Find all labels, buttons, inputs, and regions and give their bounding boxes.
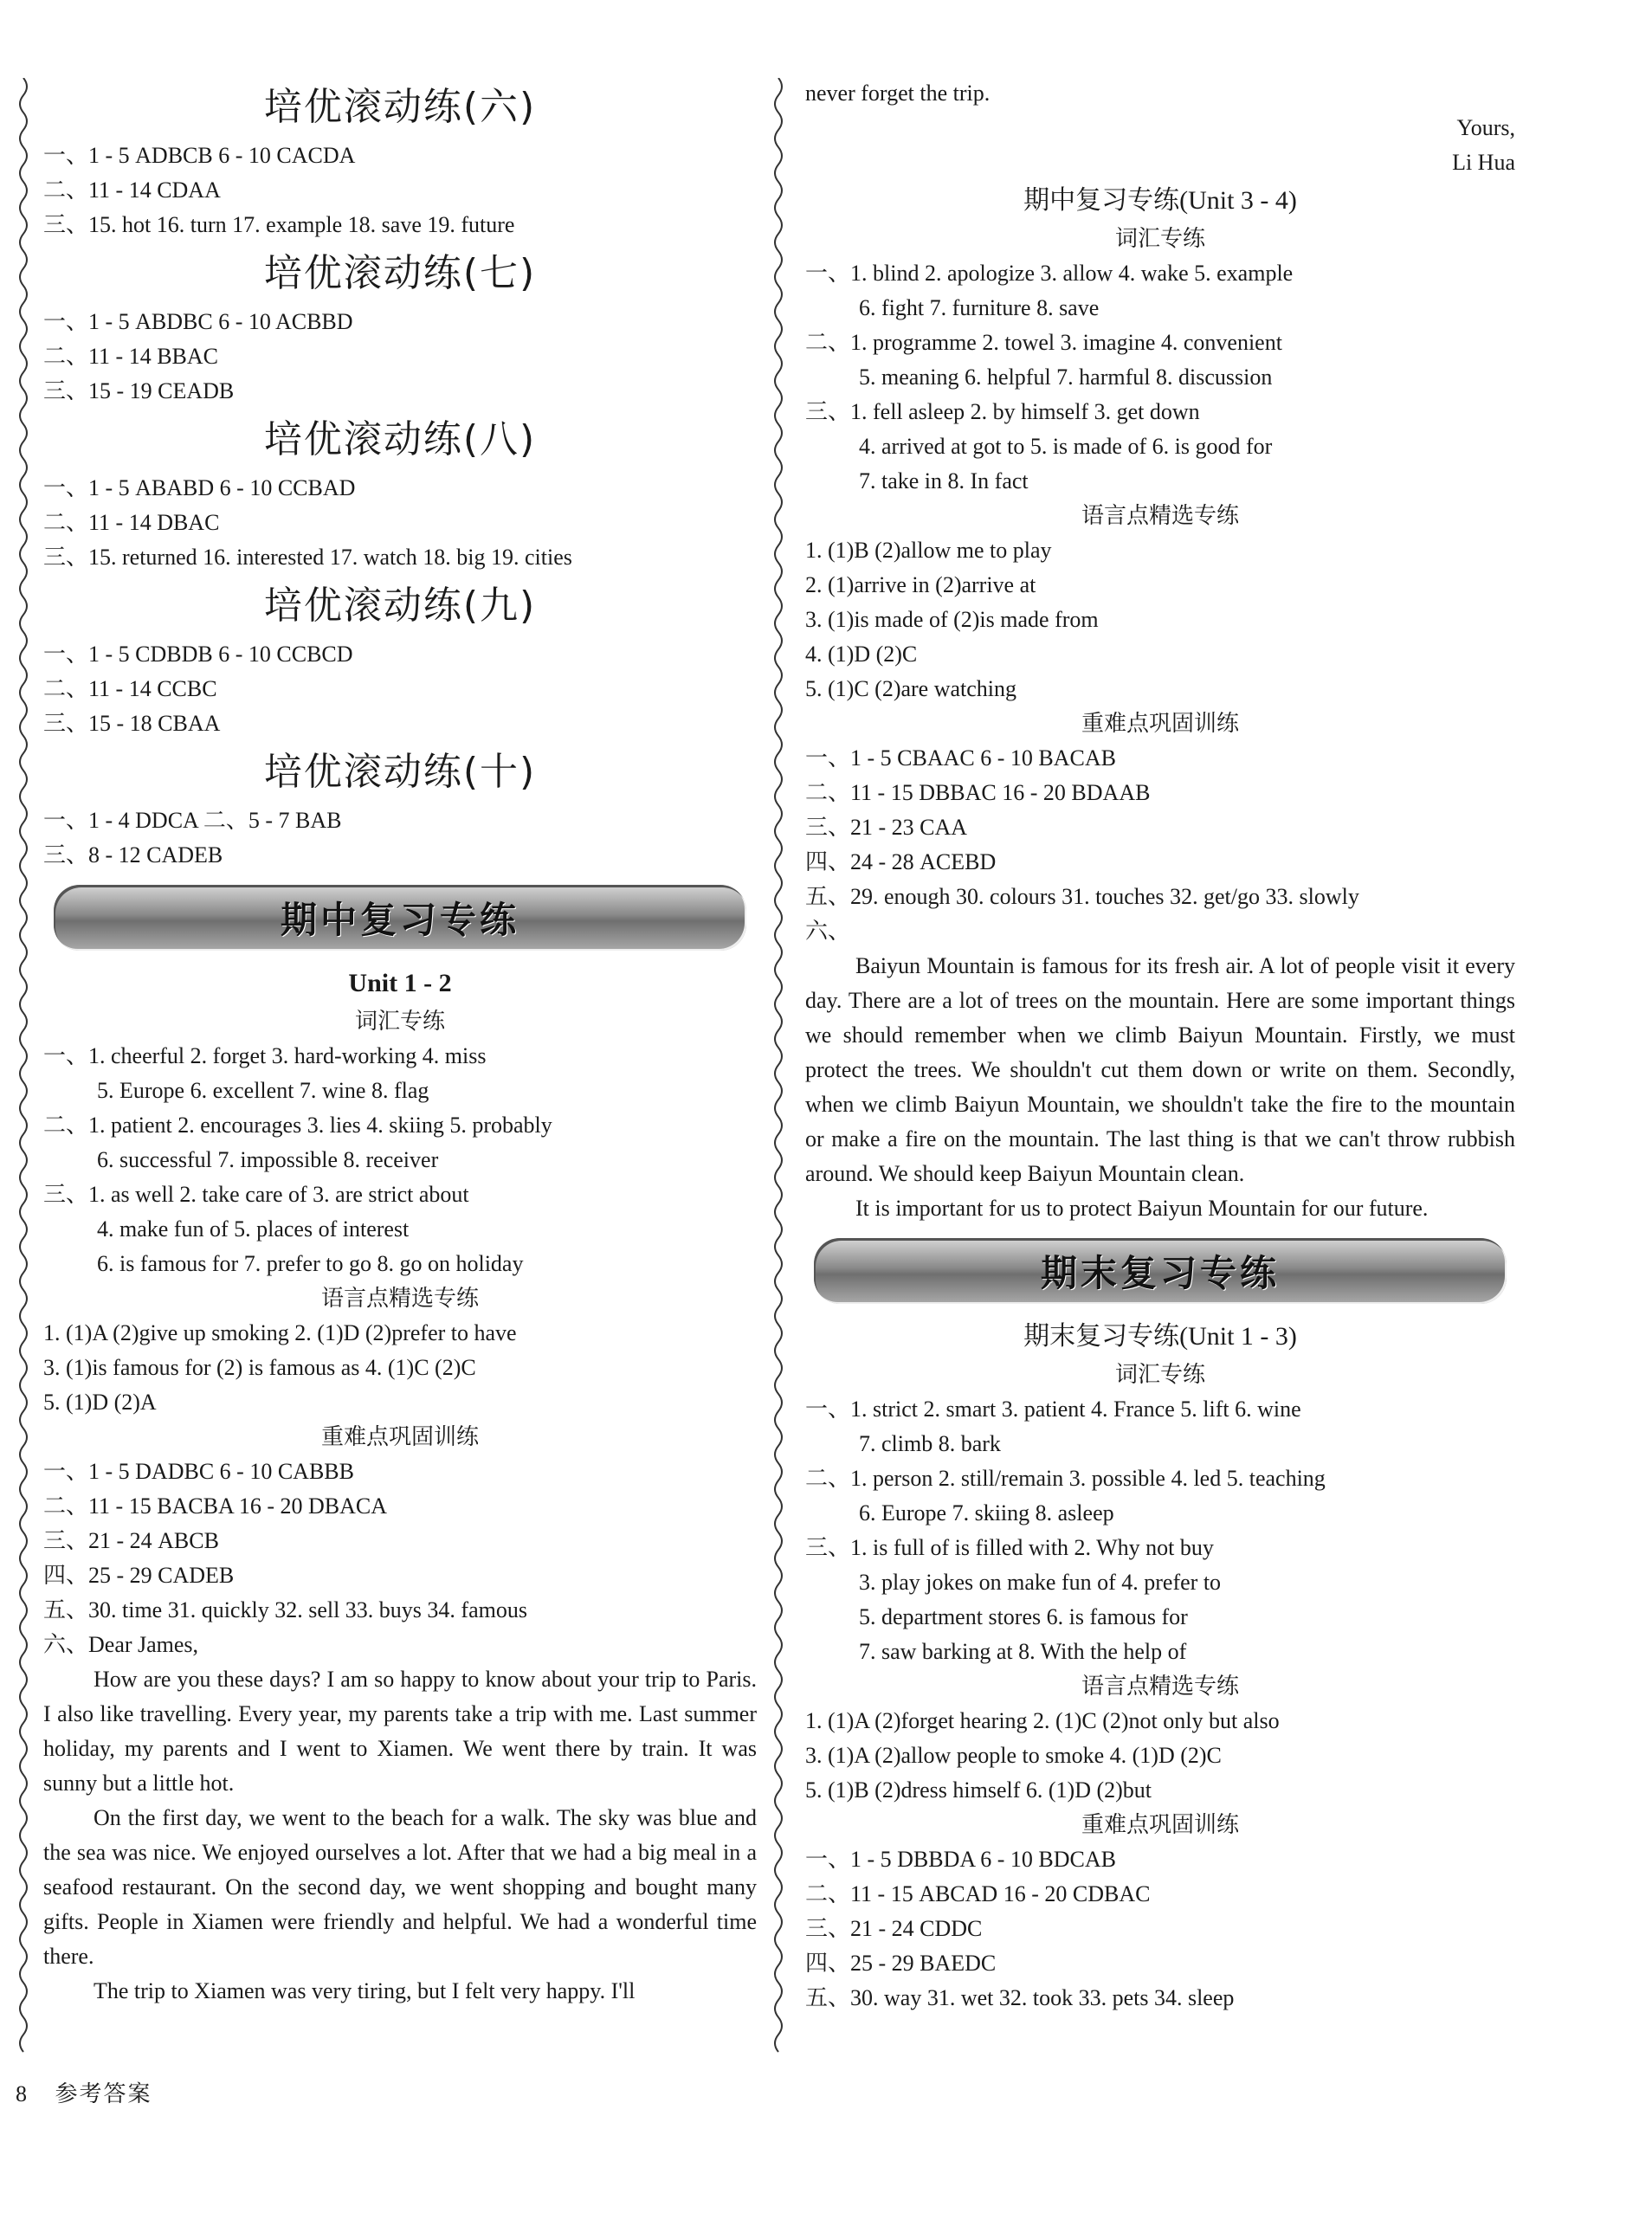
answer-line: 一、1 - 5 DADBC 6 - 10 CABBB bbox=[43, 1459, 354, 1484]
answer-line: 一、1 - 5 DBBDA 6 - 10 BDCAB bbox=[805, 1847, 1116, 1872]
unit-heading: Unit 1 - 2 bbox=[348, 969, 452, 997]
wavy-border-center bbox=[769, 78, 788, 2061]
vocab-heading: 词汇专练 bbox=[1114, 226, 1205, 252]
answer-line: 一、1 - 4 DDCA 二、5 - 7 BAB bbox=[43, 808, 342, 833]
language-points-heading: 语言点精选专练 bbox=[1081, 1674, 1239, 1700]
answer-line: 一、1 - 5 ABABD 6 - 10 CCBAD bbox=[43, 475, 356, 500]
letter-continuation: never forget the trip. bbox=[805, 81, 991, 106]
letter-paragraph: On the first day, we went to the beach for a walk. The sky was blue and the sea was nice. We enjoyed ourselves a lot. After that we had a big meal in a seafood restaurant. On the second day, we went shopping and bought many gifts. People in Xiamen were friendly and helpful. We had a wonderful time there. bbox=[43, 1805, 757, 1969]
answer-line: 四、24 - 28 ACEBD bbox=[805, 849, 997, 874]
answer-line: 二、1. person 2. still/remain 3. possible 4. led 5. teaching bbox=[805, 1466, 1326, 1491]
answer-line: 5. (1)C (2)are watching bbox=[805, 676, 1017, 701]
section-title-7: 培优滚动练(七) bbox=[263, 251, 537, 295]
page-number: 8 bbox=[16, 2081, 27, 2106]
answer-line: 三、21 - 23 CAA bbox=[805, 815, 968, 840]
answer-line: 3. (1)is famous for (2) is famous as 4. (1)C (2)C bbox=[43, 1355, 476, 1380]
answer-line: 二、11 - 14 DBAC bbox=[43, 510, 220, 535]
answer-line: 2. (1)arrive in (2)arrive at bbox=[805, 572, 1036, 597]
answer-line: 五、30. way 31. wet 32. took 33. pets 34. sleep bbox=[805, 1985, 1235, 2010]
letter-paragraph: How are you these days? I am so happy to know about your trip to Paris. I also like travelling. Every year, my parents take a trip with me. Last summer holiday, my parents and I went to Xiamen. We went there by train. It was sunny but a little hot. bbox=[43, 1667, 757, 1796]
language-points-heading: 语言点精选专练 bbox=[1081, 503, 1239, 529]
answer-line: 二、11 - 14 CDAA bbox=[43, 177, 221, 203]
section-title-8: 培优滚动练(八) bbox=[263, 417, 537, 461]
answer-line: 四、25 - 29 CADEB bbox=[43, 1563, 235, 1588]
essay-paragraph: It is important for us to protect Baiyun Mountain for our future. bbox=[855, 1196, 1429, 1221]
answer-line: 二、1. patient 2. encourages 3. lies 4. skiing 5. probably bbox=[43, 1113, 552, 1138]
answer-line: 5. (1)B (2)dress himself 6. (1)D (2)but bbox=[805, 1777, 1152, 1803]
answer-line: 一、1 - 5 ADBCB 6 - 10 CACDA bbox=[43, 143, 356, 168]
answer-line: 4. make fun of 5. places of interest bbox=[97, 1216, 410, 1242]
answer-line: 一、1. cheerful 2. forget 3. hard-working 4. miss bbox=[43, 1043, 487, 1068]
answer-line: 6. fight 7. furniture 8. save bbox=[859, 295, 1100, 320]
answer-line: 6. Europe 7. skiing 8. asleep bbox=[859, 1500, 1114, 1526]
answer-line: 5. department stores 6. is famous for bbox=[859, 1604, 1188, 1629]
answer-line: 一、1. strict 2. smart 3. patient 4. France 5. lift 6. wine bbox=[805, 1397, 1301, 1422]
letter-paragraph: The trip to Xiamen was very tiring, but I felt very happy. I'll bbox=[94, 1978, 636, 2003]
answer-line: 7. saw barking at 8. With the help of bbox=[859, 1639, 1187, 1664]
answer-line: 5. (1)D (2)A bbox=[43, 1390, 157, 1415]
answer-line: 五、30. time 31. quickly 32. sell 33. buys 34. famous bbox=[43, 1597, 527, 1622]
answer-line: 5. Europe 6. excellent 7. wine 8. flag bbox=[97, 1078, 429, 1103]
answer-line: 四、25 - 29 BAEDC bbox=[805, 1951, 997, 1976]
answer-line: 7. take in 8. In fact bbox=[859, 468, 1029, 493]
answer-line: 三、15. hot 16. turn 17. example 18. save 19. future bbox=[43, 212, 515, 237]
answer-line: 二、11 - 14 CCBC bbox=[43, 676, 217, 701]
answer-line: 六、 bbox=[805, 919, 851, 944]
answer-line: 7. climb 8. bark bbox=[859, 1431, 1001, 1456]
answer-line: 1. (1)B (2)allow me to play bbox=[805, 538, 1052, 563]
key-points-heading: 重难点巩固训练 bbox=[1081, 1812, 1239, 1838]
answer-line: 4. (1)D (2)C bbox=[805, 642, 918, 667]
vocab-heading: 词汇专练 bbox=[1114, 1362, 1205, 1388]
answer-line: 4. arrived at got to 5. is made of 6. is good for bbox=[859, 434, 1273, 459]
final-banner bbox=[814, 1238, 1507, 1304]
answer-line: 三、15. returned 16. interested 17. watch 18. big 19. cities bbox=[43, 545, 572, 570]
answer-line: 三、15 - 19 CEADB bbox=[43, 378, 235, 403]
page-footer bbox=[16, 2076, 152, 2108]
key-points-heading: 重难点巩固训练 bbox=[1081, 711, 1239, 737]
language-points-heading: 语言点精选专练 bbox=[320, 1286, 479, 1312]
midterm-banner bbox=[54, 885, 746, 951]
letter-signature: Li Hua bbox=[1452, 150, 1515, 175]
answer-line: 二、11 - 14 BBAC bbox=[43, 344, 218, 369]
answer-line: 6. successful 7. impossible 8. receiver bbox=[97, 1147, 439, 1172]
answer-line: 三、21 - 24 ABCB bbox=[43, 1528, 219, 1553]
banner-label: 期末复习专练 bbox=[1040, 1252, 1280, 1294]
answer-line: 一、1 - 5 ABDBC 6 - 10 ACBBD bbox=[43, 309, 353, 334]
section-title-6: 培优滚动练(六) bbox=[263, 85, 537, 129]
letter-closing: Yours, bbox=[1456, 115, 1515, 140]
footer-label: 参考答案 bbox=[55, 2081, 152, 2107]
answer-line: 1. (1)A (2)forget hearing 2. (1)C (2)not only but also bbox=[805, 1708, 1280, 1733]
right-column bbox=[805, 76, 1515, 2016]
banner-label: 期中复习专练 bbox=[280, 899, 519, 941]
answer-line: 三、1. fell asleep 2. by himself 3. get down bbox=[805, 399, 1200, 424]
answer-line: 六、Dear James, bbox=[43, 1632, 199, 1657]
key-points-heading: 重难点巩固训练 bbox=[320, 1424, 479, 1450]
answer-line: 3. (1)is made of (2)is made from bbox=[805, 607, 1099, 632]
vocab-heading: 词汇专练 bbox=[354, 1009, 445, 1035]
final-unit13-heading: 期末复习专练(Unit 1 - 3) bbox=[1023, 1322, 1297, 1351]
answer-line: 一、1. blind 2. apologize 3. allow 4. wake 5. example bbox=[805, 261, 1294, 286]
midterm-unit34-heading: 期中复习专练(Unit 3 - 4) bbox=[1023, 186, 1297, 215]
section-title-10: 培优滚动练(十) bbox=[263, 750, 537, 794]
wavy-border-left bbox=[14, 78, 33, 2061]
answer-line: 三、1. as well 2. take care of 3. are strict about bbox=[43, 1182, 469, 1207]
answer-line: 三、21 - 24 CDDC bbox=[805, 1916, 983, 1941]
answer-line: 3. (1)A (2)allow people to smoke 4. (1)D (2)C bbox=[805, 1743, 1222, 1768]
answer-line: 3. play jokes on make fun of 4. prefer to bbox=[859, 1570, 1222, 1595]
answer-line: 五、29. enough 30. colours 31. touches 32. get/go 33. slowly bbox=[805, 884, 1359, 909]
answer-line: 5. meaning 6. helpful 7. harmful 8. discussion bbox=[859, 364, 1273, 390]
answer-line: 一、1 - 5 CDBDB 6 - 10 CCBCD bbox=[43, 642, 353, 667]
answer-line: 二、1. programme 2. towel 3. imagine 4. convenient bbox=[805, 330, 1282, 355]
left-column bbox=[43, 76, 757, 2009]
answer-line: 三、8 - 12 CADEB bbox=[43, 842, 223, 868]
answer-line: 一、1 - 5 CBAAC 6 - 10 BACAB bbox=[805, 745, 1116, 771]
answer-line: 三、15 - 18 CBAA bbox=[43, 711, 221, 736]
answer-line: 二、11 - 15 DBBAC 16 - 20 BDAAB bbox=[805, 780, 1151, 805]
answer-line: 二、11 - 15 ABCAD 16 - 20 CDBAC bbox=[805, 1881, 1151, 1906]
answer-line: 二、11 - 15 BACBA 16 - 20 DBACA bbox=[43, 1493, 388, 1519]
section-title-9: 培优滚动练(九) bbox=[263, 584, 537, 628]
answer-line: 6. is famous for 7. prefer to go 8. go on holiday bbox=[97, 1251, 524, 1276]
essay-paragraph: Baiyun Mountain is famous for its fresh air. A lot of people visit it every day. There are a lot of trees on the mountain. Here are some important things we should remember when we climb Baiyun Mountain. Firstly, we must protect the trees. We shouldn't cut them down or write on them. Secondly, when we climb Baiyun Mountain, we shouldn't take the fire to the mountain or make a fire on the mountain. The last thing is that we can't throw rubbish around. We should keep Baiyun Mountain clean. bbox=[805, 953, 1515, 1186]
answer-line: 1. (1)A (2)give up smoking 2. (1)D (2)prefer to have bbox=[43, 1320, 517, 1345]
answer-line: 三、1. is full of is filled with 2. Why not buy bbox=[805, 1535, 1214, 1560]
